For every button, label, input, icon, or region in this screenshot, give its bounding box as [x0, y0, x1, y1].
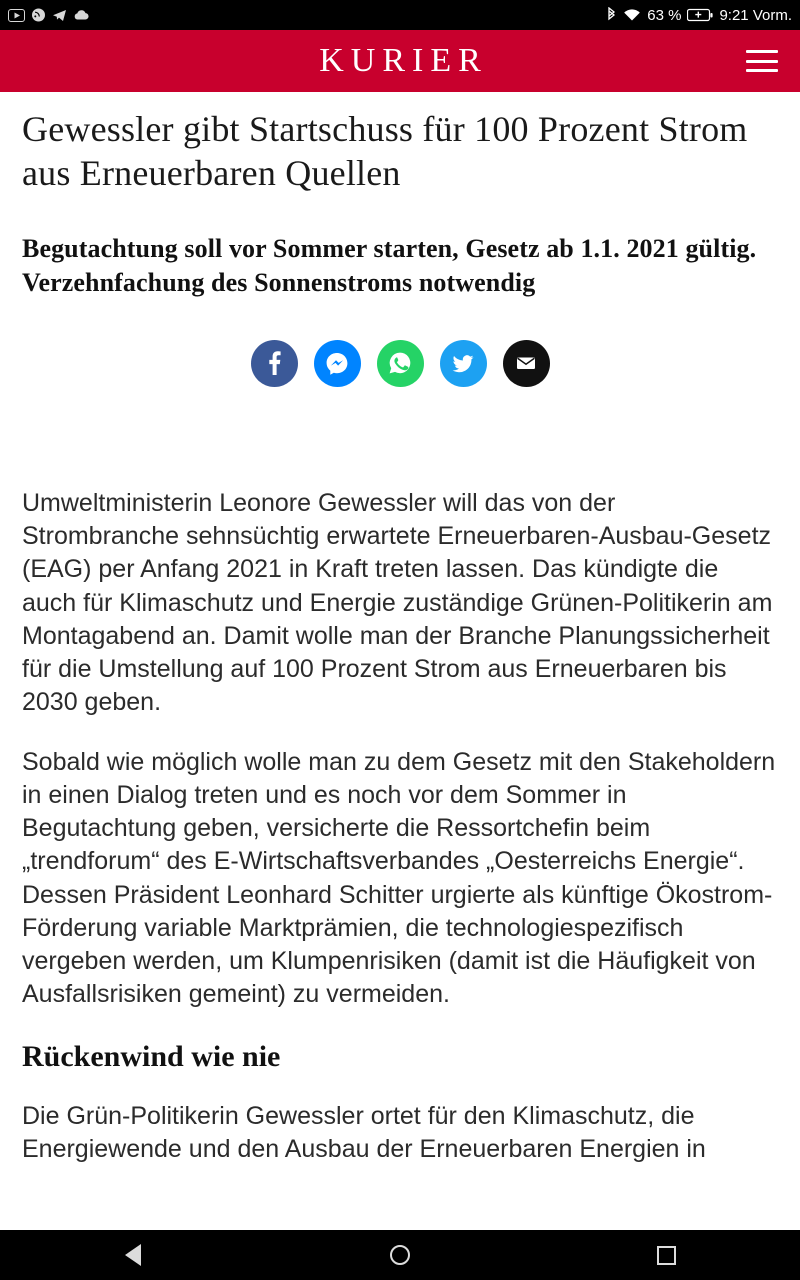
share-email-button[interactable] [503, 340, 550, 387]
status-clock: 9:21 Vorm. [719, 6, 792, 24]
share-row [22, 340, 778, 387]
battery-percent-label: 63 % [647, 6, 682, 24]
status-bar-notifications [8, 8, 90, 22]
article-paragraph: Umweltministerin Leonore Gewessler will das von der Strombranche sehnsüchtig erwartete Erneuerbaren-Ausbau-Gesetz (EAG) per Anfang 2021 in Kraft treten lassen. Das kündigte die auch für Klimaschutz und Energie zuständige Grünen-Politikerin am Montagabend an. Damit wolle man der Branche Planungssicherheit für die Umstellung auf 100 Prozent Strom aus Erneuerbaren bis 2030 geben. [22, 488, 773, 717]
article-paragraph: Die Grün-Politikerin Gewessler ortet für den Klimaschutz, die Energiewende und den Ausbau der Erneuerbaren Energien in [22, 1101, 706, 1163]
share-twitter-button[interactable] [440, 340, 487, 387]
article-subheading: Rückenwind wie nie [22, 1039, 281, 1073]
home-circle-icon [390, 1245, 410, 1265]
share-messenger-button[interactable] [314, 340, 361, 387]
system-navigation-bar [0, 1230, 800, 1280]
share-whatsapp-button[interactable] [377, 340, 424, 387]
status-bar [0, 0, 800, 30]
cloud-icon [73, 9, 90, 21]
messenger-icon [324, 350, 350, 376]
article-body [22, 487, 778, 1166]
status-bar-system [606, 7, 792, 24]
telegram-icon [52, 9, 67, 22]
email-icon [513, 350, 539, 376]
article-standfirst: Begutachtung soll vor Sommer starten, Gesetz ab 1.1. 2021 gültig. Verzehnfachung des Sonnenstroms notwendig [22, 233, 757, 297]
youtube-icon [8, 9, 25, 22]
article-paragraph: Sobald wie möglich wolle man zu dem Gesetz mit den Stakeholdern in einen Dialog treten und es noch vor dem Sommer in Begutachtung geben, versicherte die Ressortchefin beim „trendforum“ des E-Wirtschaftsverbandes „Oesterreichs Energie“. Dessen Präsident Leonhard Schitter urgierte als künftige Ökostrom-Förderung variable Marktprämien, die technologiespezifisch vergeben werden, um Klumpenrisiken (damit ist die Häufigkeit von Ausfallsrisiken gemeint) zu vermeiden. [22, 747, 776, 1009]
site-logo[interactable]: KURIER [319, 42, 488, 79]
home-button[interactable] [365, 1230, 435, 1280]
whatsapp-icon [387, 350, 413, 376]
share-facebook-button[interactable] [251, 340, 298, 387]
facebook-icon [261, 350, 287, 376]
recents-square-icon [657, 1246, 676, 1265]
back-triangle-icon [125, 1244, 141, 1266]
wifi-icon [623, 8, 641, 22]
bluetooth-icon [606, 7, 617, 23]
menu-icon[interactable] [746, 50, 778, 72]
recents-button[interactable] [632, 1230, 702, 1280]
twitter-icon [450, 350, 476, 376]
cast-icon [31, 8, 46, 22]
back-button[interactable] [98, 1230, 168, 1280]
app-header [0, 30, 800, 92]
article-content [0, 92, 800, 1230]
battery-charging-icon [687, 8, 713, 22]
page-title: Gewessler gibt Startschuss für 100 Prozent Strom aus Erneuerbaren Quellen [22, 109, 748, 193]
